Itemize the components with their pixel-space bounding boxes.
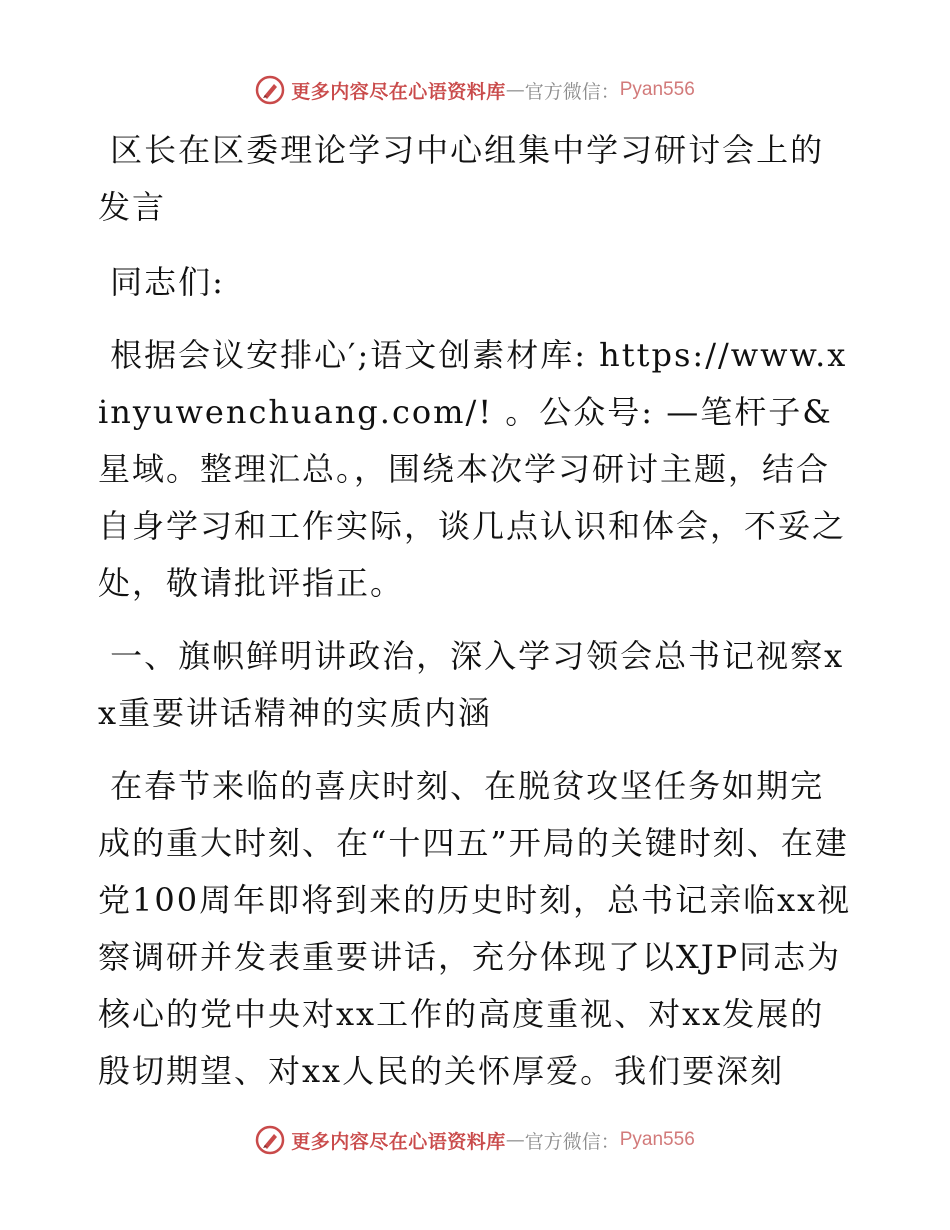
pen-seal-icon [255, 1125, 285, 1155]
salutation: 同志们: [98, 263, 225, 301]
intro-paragraph: 根据会议安排心′;语文创素材库: https://www.xinyuwenchuang.com/! 。公众号: —笔杆子&星域。整理汇总。，围绕本次学习研讨主题，结合自身学习和工作实际，谈几点认识和体会，不妥之处，敬请批评指正。 [98, 336, 848, 602]
document-body [98, 122, 858, 1116]
watermark-wechat-handle: Pyan556 [619, 1129, 695, 1150]
section-1-heading: 一、旗帜鲜明讲政治，深入学习领会总书记视察xx重要讲话精神的实质内涵 [98, 637, 845, 732]
watermark-official-label: 官方微信： [524, 1130, 620, 1153]
watermark-wechat-handle: Pyan556 [619, 79, 695, 100]
document-title: 区长在区委理论学习中心组集中学习研讨会上的发言 [98, 131, 825, 226]
watermark-main-text: 更多内容尽在心语资料库 [291, 80, 506, 103]
watermark-dash: — [505, 1129, 525, 1151]
pen-seal-icon [255, 75, 285, 105]
watermark-official-label: 官方微信： [524, 80, 620, 103]
watermark-dash: — [505, 79, 525, 101]
watermark-main-text: 更多内容尽在心语资料库 [291, 1130, 506, 1153]
watermark-header [0, 70, 950, 110]
section-1-paragraph: 在春节来临的喜庆时刻、在脱贫攻坚任务如期完成的重大时刻、在“十四五”开局的关键时刻、在建党100周年即将到来的历史时刻，总书记亲临xx视察调研并发表重要讲话，充分体现了以XJP同志为核心的党中央对xx工作的高度重视、对xx发展的殷切期望、对xx人民的关怀厚爱。我们要深刻 [98, 767, 852, 1090]
watermark-footer [0, 1120, 950, 1160]
